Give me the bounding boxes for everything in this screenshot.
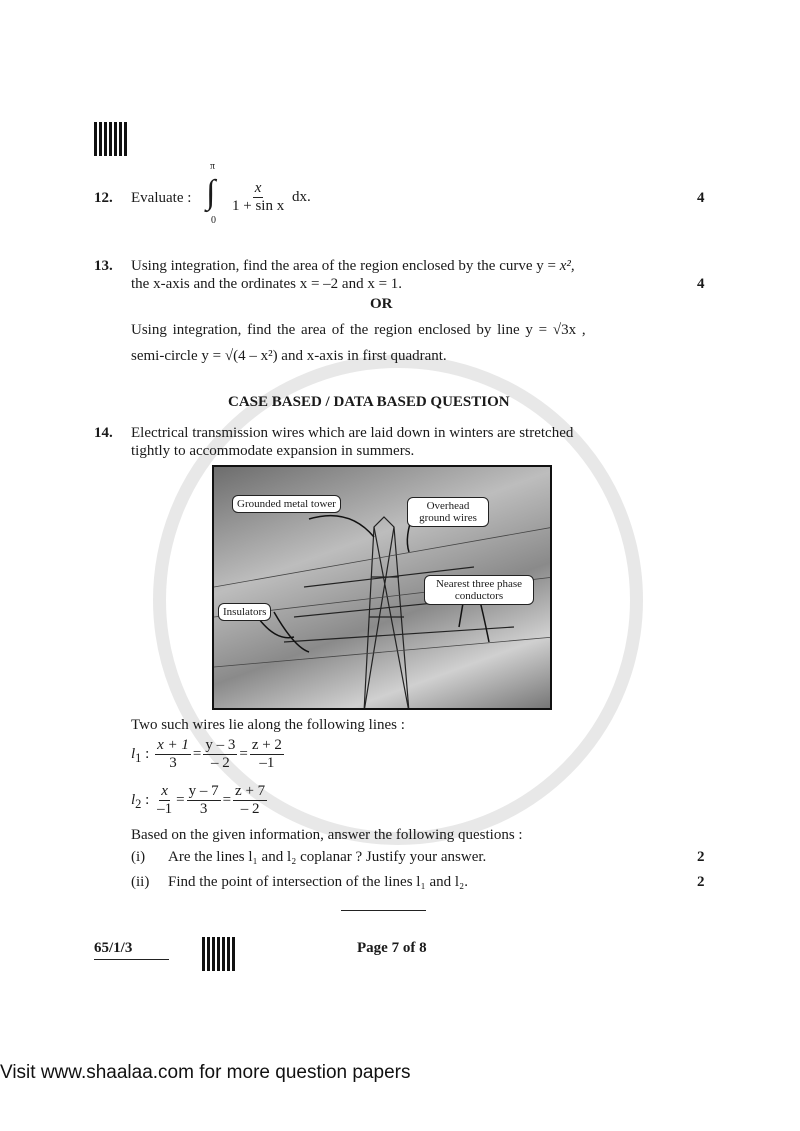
- q14-number: 14.: [94, 425, 113, 441]
- l1-frac3-den: –1: [259, 755, 275, 772]
- q13-number: 13.: [94, 258, 113, 274]
- transmission-tower-photo: [212, 465, 552, 710]
- q13-line1: [131, 258, 575, 275]
- l2-frac1-den: –1: [157, 801, 173, 818]
- q13-marks: 4: [697, 276, 705, 292]
- paper-code: 65/1/3: [94, 940, 133, 956]
- line-l2-equation: $l_2$ : $\frac{x}{-1}$ = $\frac{y - 7}{3}$ = $\frac{z + 7}{- 2}$: [131, 783, 266, 818]
- q12-upper-limit: π: [210, 161, 216, 172]
- section-heading: CASE BASED / DATA BASED QUESTION: [228, 394, 510, 410]
- q12-marks: 4: [697, 190, 705, 206]
- q12-lead: Evaluate :: [131, 190, 192, 206]
- footer-qr-code-icon: [202, 937, 236, 971]
- q12-fraction: [228, 180, 311, 216]
- qr-code-icon: [94, 122, 128, 156]
- code-underline: [94, 959, 169, 960]
- q12-number: 12.: [94, 190, 113, 206]
- numerator: x: [253, 180, 264, 198]
- l2-frac1-num: x: [159, 783, 170, 801]
- part-i-text: Are the lines l₁ and l₂ coplanar ? Justify your answer.: [168, 849, 487, 865]
- callout-conductors: Nearest three phase conductors: [424, 575, 534, 605]
- q13-alt-line1: Using integration, find the area of the region enclosed by line y = √3x ,: [131, 322, 586, 338]
- q13-line1-expr: x²,: [559, 258, 575, 274]
- l2-frac2-den: 3: [199, 801, 208, 818]
- end-rule: [341, 910, 426, 911]
- l1-sub: 1: [135, 751, 142, 766]
- l2-label: l: [131, 792, 136, 809]
- l2-frac3-den: – 2: [240, 801, 260, 818]
- callout-ground-wires: Overhead ground wires: [407, 497, 489, 527]
- q12-lower-limit: 0: [211, 215, 216, 226]
- q13-alt-line2: semi-circle y = √(4 – x²) and x-axis in first quadrant.: [131, 348, 447, 364]
- q13-line2: the x-axis and the ordinates x = –2 and x = 1.: [131, 276, 403, 292]
- q14-intro2: tightly to accommodate expansion in summers.: [131, 443, 415, 459]
- q12-suffix: dx.: [291, 189, 311, 206]
- or-divider: OR: [370, 296, 393, 312]
- part-i-label: (i): [131, 849, 146, 865]
- site-note: Visit www.shaalaa.com for more question papers: [0, 1062, 411, 1083]
- l2-frac2-num: y – 7: [187, 783, 221, 801]
- page-number: Page 7 of 8: [357, 940, 427, 956]
- l1-frac2-den: – 2: [210, 755, 230, 772]
- l1-label: l: [131, 746, 136, 763]
- q14-intro1: Electrical transmission wires which are laid down in winters are stretched: [131, 425, 574, 441]
- l2-frac3-num: z + 7: [233, 783, 267, 801]
- line-l1-equation: $l_1$ : $\frac{x + 1}{3}$ = $\frac{y - 3}{- 2}$ = $\frac{z + 2}{-1}$: [131, 737, 282, 772]
- l1-frac1-num: x + 1: [155, 737, 191, 755]
- part-ii-label: (ii): [131, 874, 150, 890]
- part-i-marks: 2: [697, 849, 705, 865]
- l1-frac2-num: y – 3: [203, 737, 237, 755]
- lines-intro: Two such wires lie along the following lines :: [131, 717, 405, 733]
- l2-sub: 2: [135, 797, 142, 812]
- l1-frac3-num: z + 2: [250, 737, 284, 755]
- callout-tower: Grounded metal tower: [232, 495, 341, 513]
- l1-frac1-den: 3: [169, 755, 177, 772]
- answer-intro: Based on the given information, answer the following questions :: [131, 827, 523, 843]
- integral-sign: ∫: [206, 174, 216, 211]
- part-ii-marks: 2: [697, 874, 705, 890]
- callout-insulators: Insulators: [218, 603, 271, 621]
- q13-line1-text: Using integration, find the area of the region enclosed by the curve y =: [131, 258, 560, 274]
- denominator: 1 + sin x: [232, 198, 285, 215]
- part-ii-text: Find the point of intersection of the lines l₁ and l₂.: [168, 874, 468, 890]
